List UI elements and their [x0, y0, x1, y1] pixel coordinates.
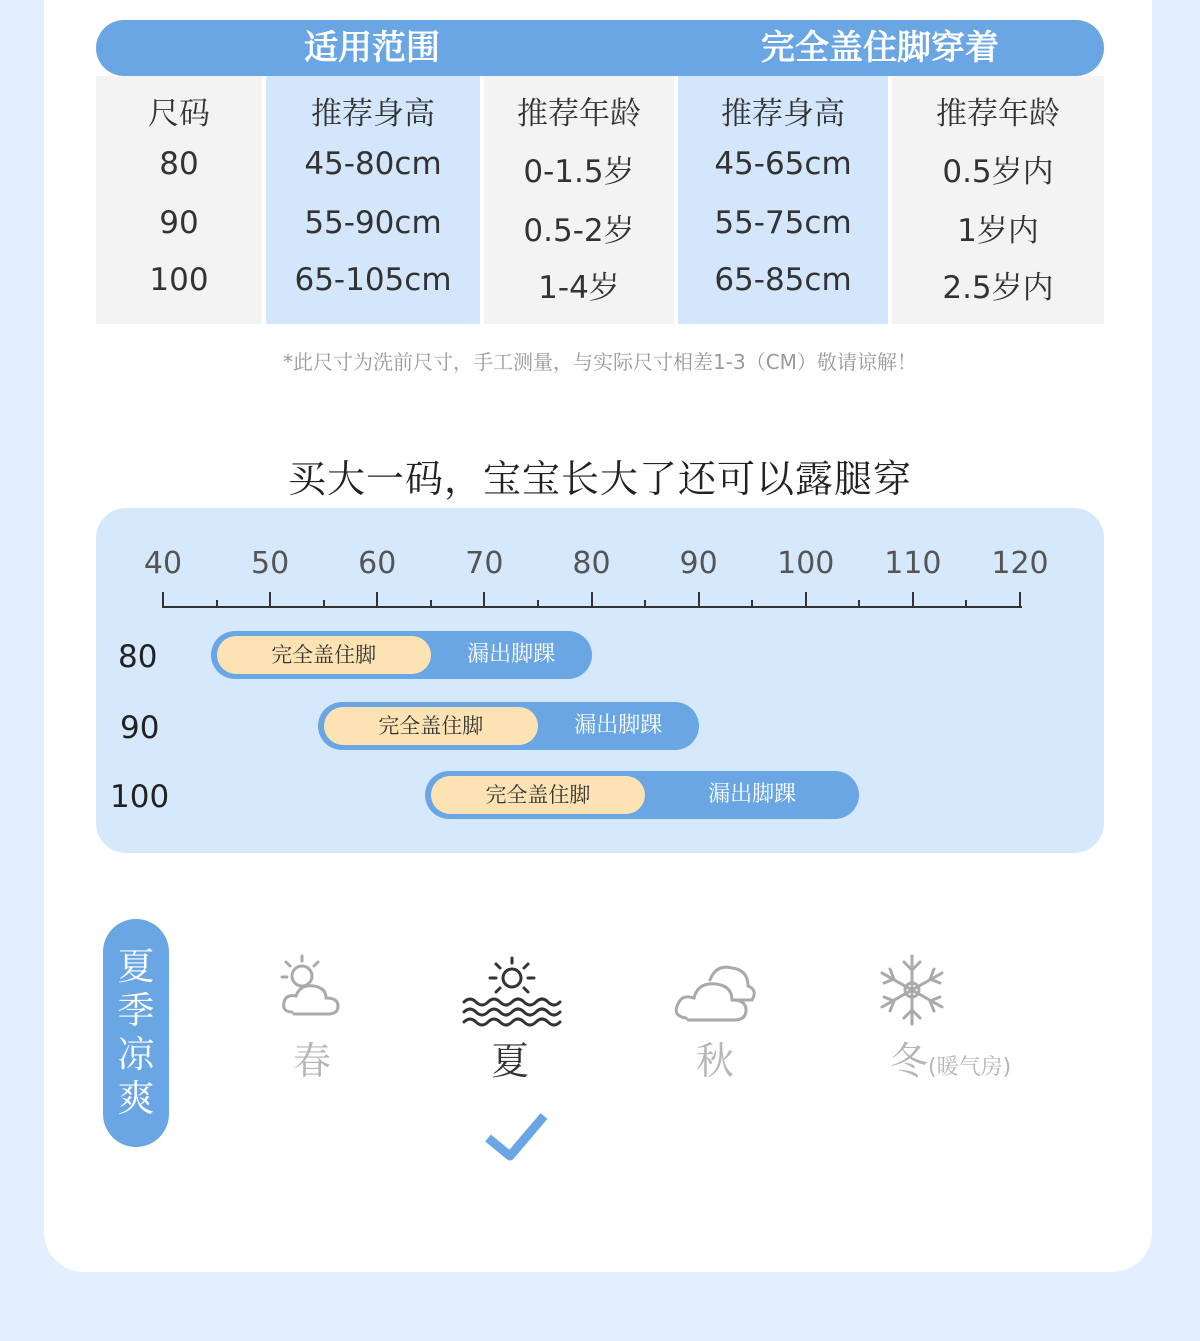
- season-tag-char: 季: [117, 989, 155, 1032]
- season-winter-text: [890, 1030, 1032, 1085]
- table-cell: 0-1.5岁: [523, 154, 635, 190]
- table-cell: 2.5岁内: [942, 270, 1054, 306]
- col-header: 推荐年龄: [517, 96, 641, 132]
- col-header: 推荐身高: [311, 96, 435, 132]
- measurement-note: *此尺寸为洗前尺寸，手工测量，与实际尺寸相差1-3（CM）敬请谅解！: [283, 350, 917, 374]
- range-bar: [318, 702, 699, 750]
- row-label: 90: [120, 710, 160, 746]
- sun-sea-icon: [460, 950, 564, 1030]
- axis-line: [163, 606, 1022, 608]
- ankle-exposed-segment: 漏出脚踝: [574, 713, 663, 738]
- tick-label: 120: [991, 546, 1049, 581]
- season-label: 秋: [695, 1039, 734, 1083]
- chart-title: 买大一码，宝宝长大了还可以露腿穿: [287, 457, 912, 501]
- tick-label: 110: [884, 546, 942, 581]
- tick-label: 50: [251, 546, 290, 581]
- table-cell: 65-85cm: [714, 262, 852, 298]
- major-tick: [483, 592, 485, 608]
- table-cell: 55-90cm: [304, 205, 442, 241]
- major-tick: [376, 592, 378, 608]
- tick-label: 80: [572, 546, 611, 581]
- col-height-cover: [678, 76, 888, 324]
- major-tick: [162, 592, 164, 608]
- tick-label: 90: [679, 546, 718, 581]
- table-cell: 1岁内: [957, 213, 1039, 249]
- season-spring: [262, 950, 362, 1085]
- full-cover-segment: 完全盖住脚: [431, 776, 645, 814]
- season-autumn: [665, 950, 765, 1085]
- col-age-cover: [892, 76, 1104, 324]
- season-tag-char: 爽: [117, 1077, 155, 1120]
- season-label: 春: [292, 1039, 331, 1083]
- ankle-exposed-segment: 漏出脚踝: [708, 782, 797, 807]
- minor-tick: [858, 600, 860, 608]
- table-cell: 100: [149, 262, 209, 298]
- minor-tick: [430, 600, 432, 608]
- minor-tick: [751, 600, 753, 608]
- minor-tick: [965, 600, 967, 608]
- tick-label: 70: [465, 546, 504, 581]
- full-cover-segment: 完全盖住脚: [324, 707, 538, 745]
- minor-tick: [644, 600, 646, 608]
- sun-cloud-icon: [272, 950, 352, 1030]
- col-height-range: [266, 76, 480, 324]
- table-cell: 65-105cm: [294, 262, 452, 298]
- season-tag-char: 凉: [117, 1033, 155, 1076]
- row-label: 100: [110, 779, 170, 815]
- minor-tick: [537, 600, 539, 608]
- range-bar: [425, 771, 860, 819]
- major-tick: [591, 592, 593, 608]
- cloud-icon: [670, 950, 760, 1030]
- major-tick: [805, 592, 807, 608]
- tick-label: 40: [143, 546, 183, 581]
- tick-label: 60: [358, 546, 397, 581]
- table-cell: 45-80cm: [304, 146, 442, 182]
- season-tag-char: 夏: [117, 945, 155, 988]
- table-cell: 0.5岁内: [942, 154, 1054, 190]
- major-tick: [698, 592, 700, 608]
- full-cover-segment: 完全盖住脚: [217, 636, 431, 674]
- season-note: (暖气房): [928, 1055, 1012, 1080]
- season-tag: [103, 919, 169, 1147]
- col-age-range: [484, 76, 674, 324]
- major-tick: [912, 592, 914, 608]
- season-winter: [872, 950, 1032, 1085]
- minor-tick: [216, 600, 218, 608]
- season-label: 夏: [490, 1039, 529, 1083]
- group-title-fullcover: 完全盖住脚穿着: [761, 28, 999, 68]
- group-title-range: 适用范围: [304, 28, 440, 68]
- ankle-exposed-segment: 漏出脚踝: [467, 642, 556, 667]
- col-size: [96, 76, 262, 324]
- table-cell: 80: [159, 146, 199, 182]
- table-cell: 45-65cm: [714, 146, 852, 182]
- table-cell: 0.5-2岁: [523, 213, 635, 249]
- col-header: 尺码: [148, 96, 210, 132]
- range-bar: [211, 631, 592, 679]
- size-table: [96, 76, 1104, 324]
- col-header: 推荐身高: [721, 96, 845, 132]
- table-header: [96, 20, 1104, 76]
- checkmark-icon: [484, 1110, 548, 1162]
- major-tick: [269, 592, 271, 608]
- tick-label: 100: [777, 546, 835, 581]
- row-label: 80: [118, 639, 158, 675]
- major-tick: [1019, 592, 1021, 608]
- table-cell: 1-4岁: [538, 270, 620, 306]
- table-cell: 90: [159, 205, 199, 241]
- col-header: 推荐年龄: [936, 96, 1060, 132]
- snowflake-icon: [872, 950, 952, 1030]
- season-summer: [460, 950, 560, 1085]
- season-label: 冬: [890, 1039, 929, 1083]
- minor-tick: [323, 600, 325, 608]
- table-cell: 55-75cm: [714, 205, 852, 241]
